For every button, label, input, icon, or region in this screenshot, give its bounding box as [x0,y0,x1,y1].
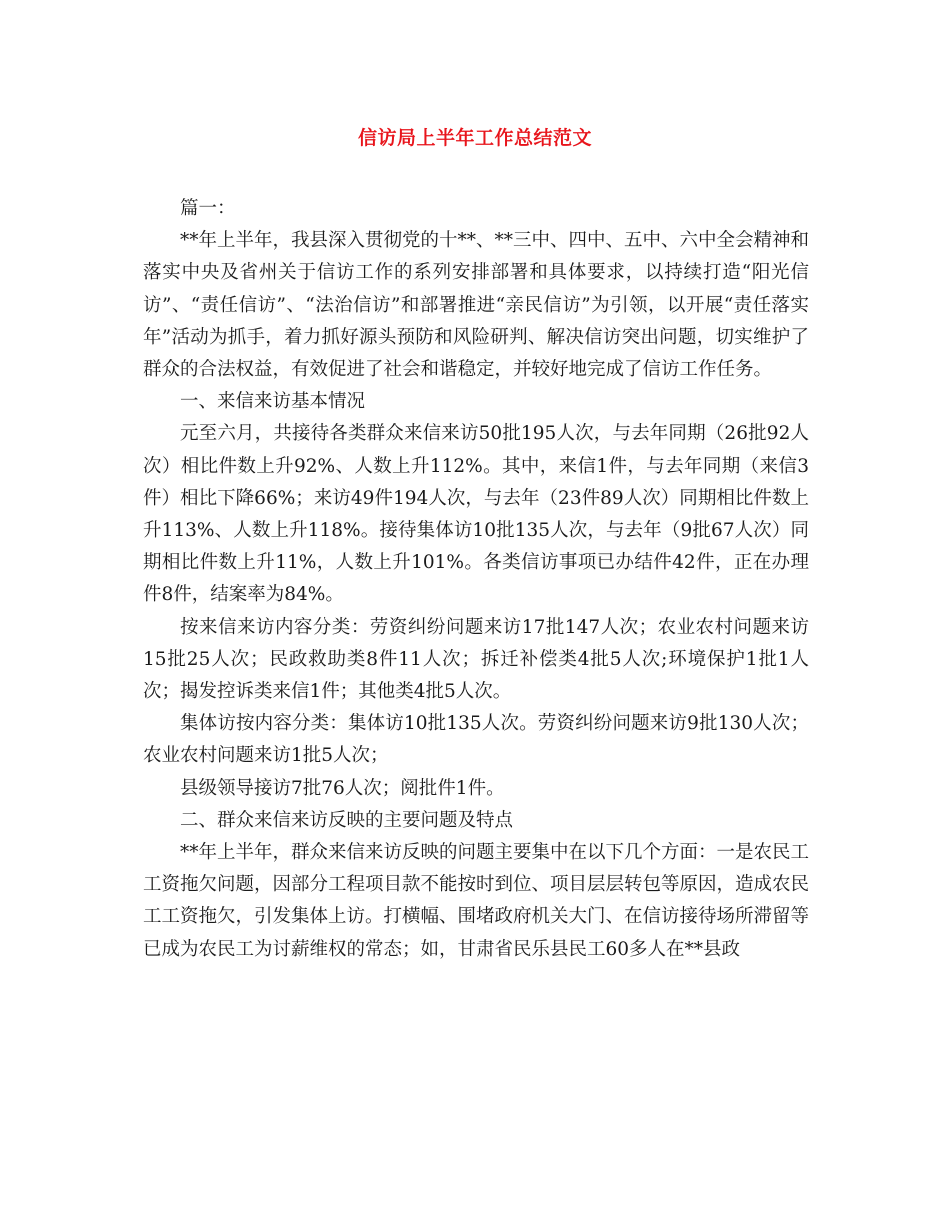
paragraph-collective-visits: 集体访按内容分类：集体访10批135人次。劳资纠纷问题来访9批130人次；农业农村问题来访1批5人次； [143,713,809,767]
document-body [143,193,809,966]
paragraph-leadership-reception: 县级领导接访7批76人次；阅批件1件。 [180,777,505,799]
paragraph-section-label: 篇一： [180,198,236,219]
paragraph-content-classification: 按来信来访内容分类：劳资纠纷问题来访17批147人次；农业农村问题来访15批25人次；民政救助类8件11人次；拆迁补偿类4批5人次;环境保护1批1人次；揭发控诉类来信1件；其他类4批5人次。 [143,616,809,703]
document-title: 信访局上半年工作总结范文 [357,127,592,149]
heading-section-two: 二、群众来信来访反映的主要问题及特点 [180,809,514,831]
heading-section-one: 一、来信来访基本情况 [180,391,366,413]
paragraph-main-issues: **年上半年，群众来信来访反映的问题主要集中在以下几个方面：一是农民工工资拖欠问题，因部分工程项目款不能按时到位、项目层层转包等原因，造成农民工工资拖欠，引发集体上访。打横幅、围堵政府机关大门、在信访接待场所滞留等已成为农民工为讨薪维权的常态；如，甘肃省民乐县民工60多人在**县政 [143,842,810,960]
paragraph-statistics: 元至六月，共接待各类群众来信来访50批195人次，与去年同期（26批92人次）相比件数上升92%、人数上升112%。其中，来信1件，与去年同期（来信3件）相比下降66%；来访49件194人次，与去年（23件89人次）同期相比件数上升113%、人数上升118%。接待集体访10批135人次，与去年（9批67人次）同期相比件数上升11%，人数上升101%。各类信访事项已办结件42件，正在办理件8件，结案率为84%。 [143,423,809,606]
paragraph-intro: **年上半年，我县深入贯彻党的十**、**三中、四中、五中、六中全会精神和落实中央及省州关于信访工作的系列安排部署和具体要求，以持续打造“阳光信访”、“责任信访”、“法治信访”和部署推进“亲民信访”为引领，以开展“责任落实年”活动为抓手，着力抓好源头预防和风险研判、解决信访突出问题，切实维护了群众的合法权益，有效促进了社会和谐稳定，并较好地完成了信访工作任务。 [143,230,810,381]
